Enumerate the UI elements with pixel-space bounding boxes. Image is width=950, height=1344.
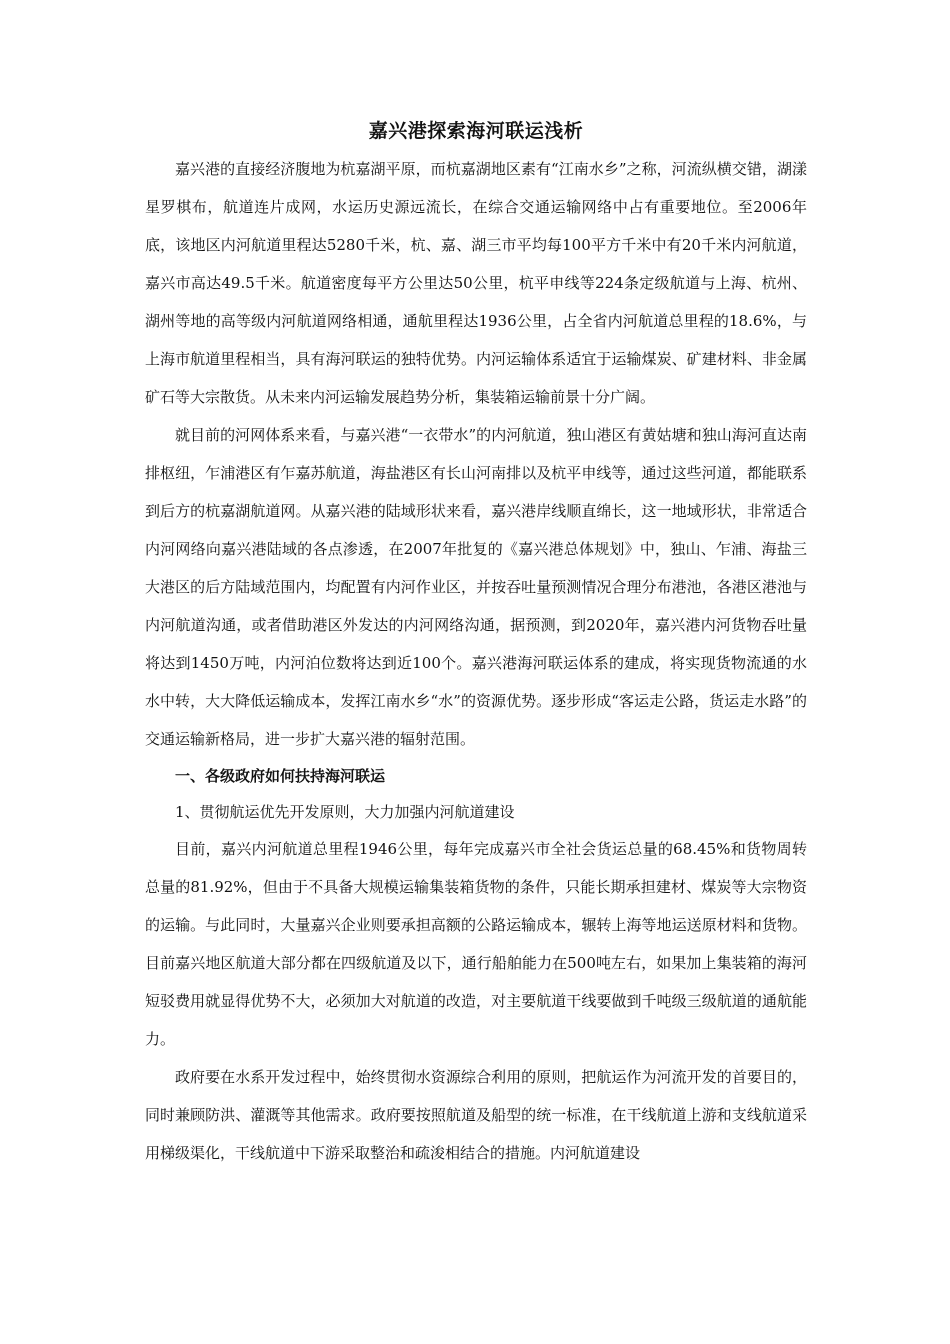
body-paragraph-2: 就目前的河网体系来看，与嘉兴港“一衣带水”的内河航道，独山港区有黄姑塘和独山海河直达南排枢纽，乍浦港区有乍嘉苏航道，海盐港区有长山河南排以及杭平申线等，通过这些河道，都能联系到后方的杭嘉湖航道网。从嘉兴港的陆域形状来看，嘉兴港岸线顺直绵长，这一地域形状，非常适合内河网络向嘉兴港陆域的各点渗透，在2007年批复的《嘉兴港总体规划》中，独山、乍浦、海盐三大港区的后方陆域范围内，均配置有内河作业区，并按吞吐量预测情况合理分布港池，各港区港池与内河航道沟通，或者借助港区外发达的内河网络沟通，据预测，到2020年，嘉兴港内河货物吞吐量将达到1450万吨，内河泊位数将达到近100个。嘉兴港海河联运体系的建成，将实现货物流通的水水中转，大大降低运输成本，发挥江南水乡“水”的资源优势。逐步形成“客运走公路，货运走水路”的交通运输新格局，进一步扩大嘉兴港的辐射范围。 [145,426,807,748]
body-paragraph-3: 目前，嘉兴内河航道总里程1946公里，每年完成嘉兴市全社会货运总量的68.45%和货物周转总量的81.92%，但由于不具备大规模运输集装箱货物的条件，只能长期承担建材、煤炭等大宗物资的运输。与此同时，大量嘉兴企业则要承担高额的公路运输成本，辗转上海等地运送原材料和货物。目前嘉兴地区航道大部分都在四级航道及以下，通行船舶能力在500吨左右，如果加上集装箱的海河短驳费用就显得优势不大，必须加大对航道的改造，对主要航道干线要做到千吨级三级航道的通航能力。 [145,840,807,1048]
subsection-heading: 1、贯彻航运优先开发原则，大力加强内河航道建设 [175,803,515,821]
body-paragraph-1: 嘉兴港的直接经济腹地为杭嘉湖平原，而杭嘉湖地区素有“江南水乡”之称，河流纵横交错，湖漾星罗棋布，航道连片成网，水运历史源远流长，在综合交通运输网络中占有重要地位。至2006年底，该地区内河航道里程达5280千米，杭、嘉、湖三市平均每100平方千米中有20千米内河航道，嘉兴市高达49.5千米。航道密度每平方公里达50公里，杭平申线等224条定级航道与上海、杭州、湖州等地的高等级内河航道网络相通，通航里程达1936公里，占全省内河航道总里程的18.6%，与上海市航道里程相当，具有海河联运的独特优势。内河运输体系适宜于运输煤炭、矿建材料、非金属矿石等大宗散货。从未来内河运输发展趋势分析，集装箱运输前景十分广阔。 [145,160,807,406]
document-page [145,118,807,1172]
body-paragraph-4: 政府要在水系开发过程中，始终贯彻水资源综合利用的原则，把航运作为河流开发的首要目的，同时兼顾防洪、灌溉等其他需求。政府要按照航道及船型的统一标准，在干线航道上游和支线航道采用梯级渠化，干线航道中下游采取整治和疏浚相结合的措施。内河航道建设 [145,1068,807,1162]
section-heading: 一、各级政府如何扶持海河联运 [175,767,386,785]
document-title: 嘉兴港探索海河联运浅析 [368,120,584,142]
